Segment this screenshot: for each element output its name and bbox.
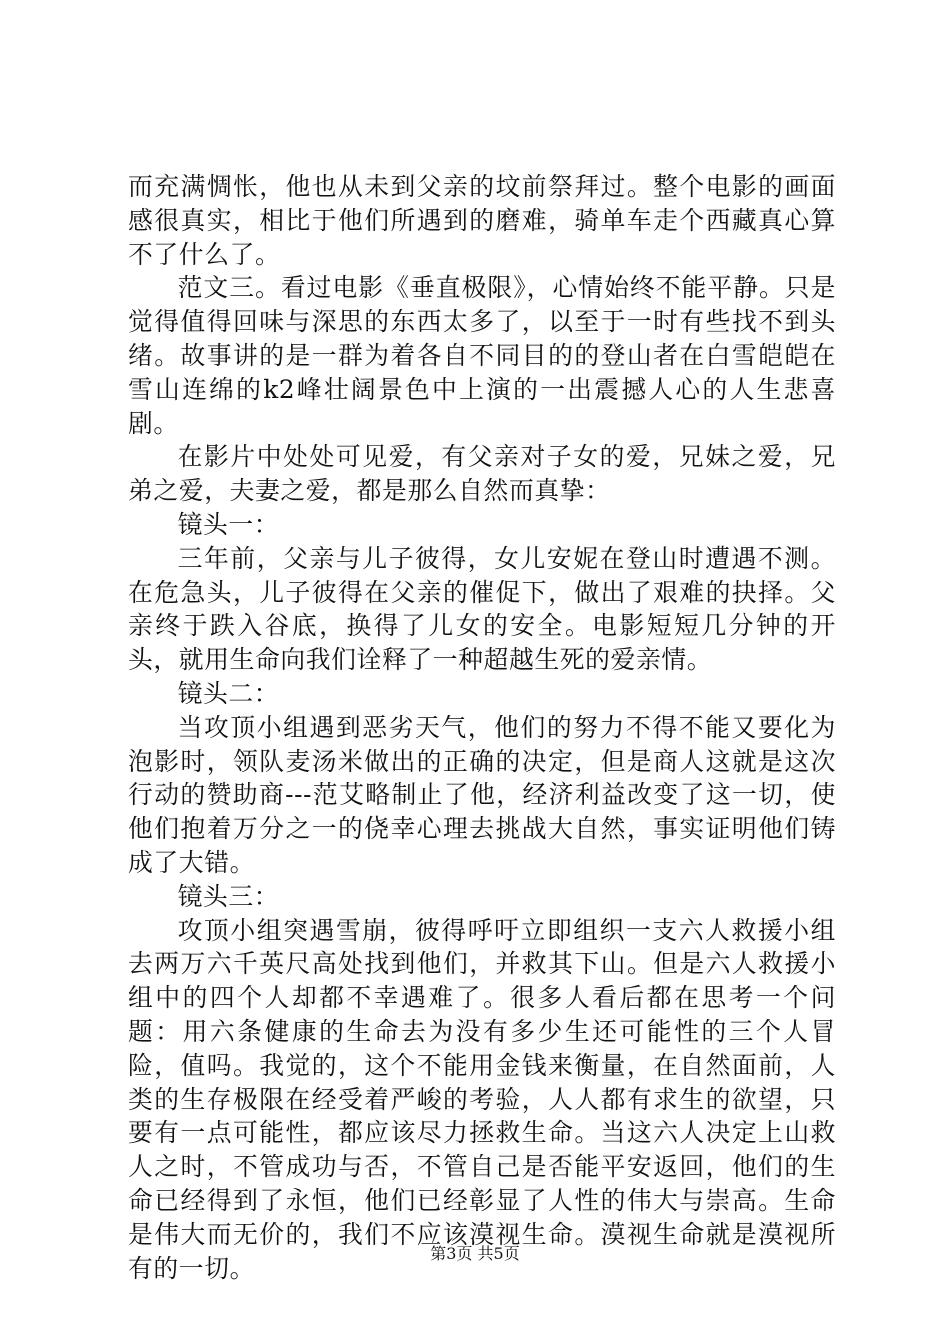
- paragraph-sample-three: 范文三。看过电影《垂直极限》，心情始终不能平静。只是觉得值得回味与深思的东西太多了，以至于一时有些找不到头绪。故事讲的是一群为着各自不同目的的登山者在白雪皑皑在雪山连绵的k2峰壮阔景色中上演的一出震撼人心的人生悲喜剧。: [128, 273, 836, 438]
- paragraph-scene-two: 当攻顶小组遇到恶劣天气，他们的努力不得不能又要化为泡影时，领队麦汤米做出的正确的决定，但是商人这就是这次行动的赞助商---范艾略制止了他，经济利益改变了这一切，使他们抱着万分之一的侥幸心理去挑战大自然，事实证明他们铸成了大错。: [128, 712, 836, 877]
- document-body: [128, 170, 836, 1285]
- scene-heading-three: 镜头三：: [177, 881, 280, 911]
- scene-heading-two: 镜头二：: [177, 678, 280, 708]
- page-number-footer: 第3页 共5页: [430, 1244, 520, 1263]
- paragraph-scene-one: 三年前，父亲与儿子彼得，女儿安妮在登山时遭遇不测。在危急头，儿子彼得在父亲的催促下，做出了艰难的抉择。父亲终于跌入谷底，换得了儿女的安全。电影短短几分钟的开头，就用生命向我们诠释了一种超越生死的爱亲情。: [128, 543, 836, 675]
- paragraph-love: 在影片中处处可见爱，有父亲对子女的爱，兄妹之爱，兄弟之爱，夫妻之爱，都是那么自然而真挚：: [128, 442, 836, 506]
- paragraph-continuation: 而充满惆怅，他也从未到父亲的坟前祭拜过。整个电影的画面感很真实，相比于他们所遇到的磨难，骑单车走个西藏真心算不了什么了。: [128, 172, 836, 269]
- paragraph-scene-three: 攻顶小组突遇雪崩，彼得呼吁立即组织一支六人救援小组去两万六千英尺高处找到他们，并救其下山。但是六人救援小组中的四个人却都不幸遇难了。很多人看后都在思考一个问题：用六条健康的生命去为没有多少生还可能性的三个人冒险，值吗。我觉的，这个不能用金钱来衡量，在自然面前，人类的生存极限在经受着严峻的考验，人人都有求生的欲望，只要有一点可能性，都应该尽力拯救生命。当这六人决定上山救人之时，不管成功与否，不管自己是否能平安返回，他们的生命已经得到了永恒，他们已经彰显了人性的伟大与崇高。生命是伟大而无价的，我们不应该漠视生命。漠视生命就是漠视所有的一切。: [128, 915, 836, 1283]
- scene-heading-one: 镜头一：: [177, 509, 280, 539]
